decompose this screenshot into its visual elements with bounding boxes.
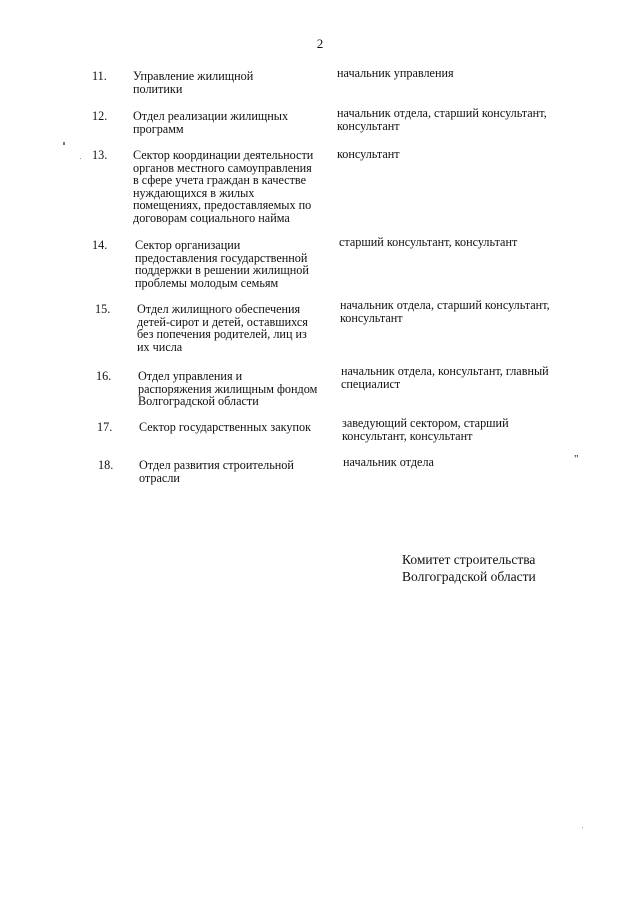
unit-name-line: детей-сирот и детей, оставшихся bbox=[137, 314, 308, 329]
row-number: 13. bbox=[92, 148, 108, 162]
unit-name-line: Сектор государственных закупок bbox=[139, 420, 312, 434]
unit-name-line: органов местного самоуправления bbox=[133, 160, 312, 175]
unit-name-line: без попечения родителей, лиц из bbox=[137, 327, 307, 341]
row-number: 17. bbox=[97, 420, 113, 434]
position-list bbox=[343, 456, 583, 469]
position-list bbox=[340, 299, 580, 324]
position-line: консультант bbox=[340, 310, 403, 325]
unit-name-line: Отдел жилищного обеспечения bbox=[137, 302, 301, 316]
closing-quote-mark: " bbox=[574, 453, 579, 465]
unit-name bbox=[139, 459, 337, 484]
unit-name bbox=[138, 370, 336, 408]
position-line: консультант, консультант bbox=[342, 428, 473, 443]
scan-speck bbox=[80, 158, 81, 159]
position-line: начальник отдела, старший консультант, bbox=[340, 298, 550, 312]
row-number: 16. bbox=[96, 369, 112, 383]
row-number: 12. bbox=[92, 109, 108, 123]
position-list bbox=[337, 67, 577, 80]
unit-name-line: Сектор координации деятельности bbox=[133, 148, 314, 162]
unit-name-line: распоряжения жилищным фондом bbox=[138, 381, 318, 396]
row-number: 18. bbox=[98, 458, 114, 472]
scan-speck bbox=[582, 827, 583, 828]
unit-name-line: отрасли bbox=[139, 470, 180, 485]
position-line: начальник отдела, старший консультант, bbox=[337, 106, 547, 120]
unit-name bbox=[139, 421, 337, 434]
position-line: консультант bbox=[337, 118, 400, 133]
position-line: начальник отдела, консультант, главный bbox=[341, 364, 549, 378]
position-line: начальник управления bbox=[337, 66, 454, 80]
row-number: 11. bbox=[92, 69, 107, 83]
unit-name-line: Отдел управления и bbox=[138, 369, 243, 383]
scan-speck bbox=[63, 142, 65, 145]
unit-name-line: проблемы молодым семьям bbox=[135, 275, 279, 290]
row-number: 15. bbox=[95, 302, 111, 316]
unit-name-line: Волгоградской области bbox=[138, 394, 259, 408]
position-line: старший консультант, консультант bbox=[339, 235, 518, 249]
unit-name-line: Отдел развития строительной bbox=[139, 458, 294, 472]
unit-name-line: нуждающихся в жилых bbox=[133, 185, 255, 200]
signature-block bbox=[402, 551, 536, 585]
position-line: начальник отдела bbox=[343, 455, 434, 469]
signature-line: Комитет строительства bbox=[402, 552, 536, 567]
position-list bbox=[337, 107, 577, 132]
position-list bbox=[342, 417, 582, 442]
unit-name bbox=[137, 303, 335, 353]
position-list bbox=[339, 236, 579, 249]
unit-name-line: Управление жилищной bbox=[133, 69, 254, 83]
unit-name-line: в сфере учета граждан в качестве bbox=[133, 173, 307, 187]
unit-name bbox=[133, 110, 331, 135]
unit-name-line: программ bbox=[133, 121, 184, 136]
page-number: 2 bbox=[316, 36, 324, 51]
unit-name-line: их числа bbox=[137, 339, 183, 354]
unit-name-line: Отдел реализации жилищных bbox=[133, 109, 289, 123]
unit-name bbox=[135, 239, 333, 289]
row-number: 14. bbox=[92, 238, 108, 252]
unit-name-line: договорам социального найма bbox=[133, 210, 290, 225]
position-line: специалист bbox=[341, 376, 401, 391]
position-list bbox=[341, 365, 581, 390]
unit-name-line: поддержки в решении жилищной bbox=[135, 263, 309, 277]
position-list bbox=[337, 148, 577, 161]
position-line: консультант bbox=[337, 147, 400, 161]
unit-name-line: предоставления государственной bbox=[135, 250, 308, 265]
unit-name-line: политики bbox=[133, 81, 183, 96]
unit-name-line: Сектор организации bbox=[135, 238, 241, 252]
unit-name-line: помещениях, предоставляемых по bbox=[133, 198, 312, 212]
unit-name bbox=[133, 149, 331, 224]
position-line: заведующий сектором, старший bbox=[342, 416, 509, 430]
signature-line: Волгоградской области bbox=[402, 569, 536, 584]
unit-name bbox=[133, 70, 331, 95]
